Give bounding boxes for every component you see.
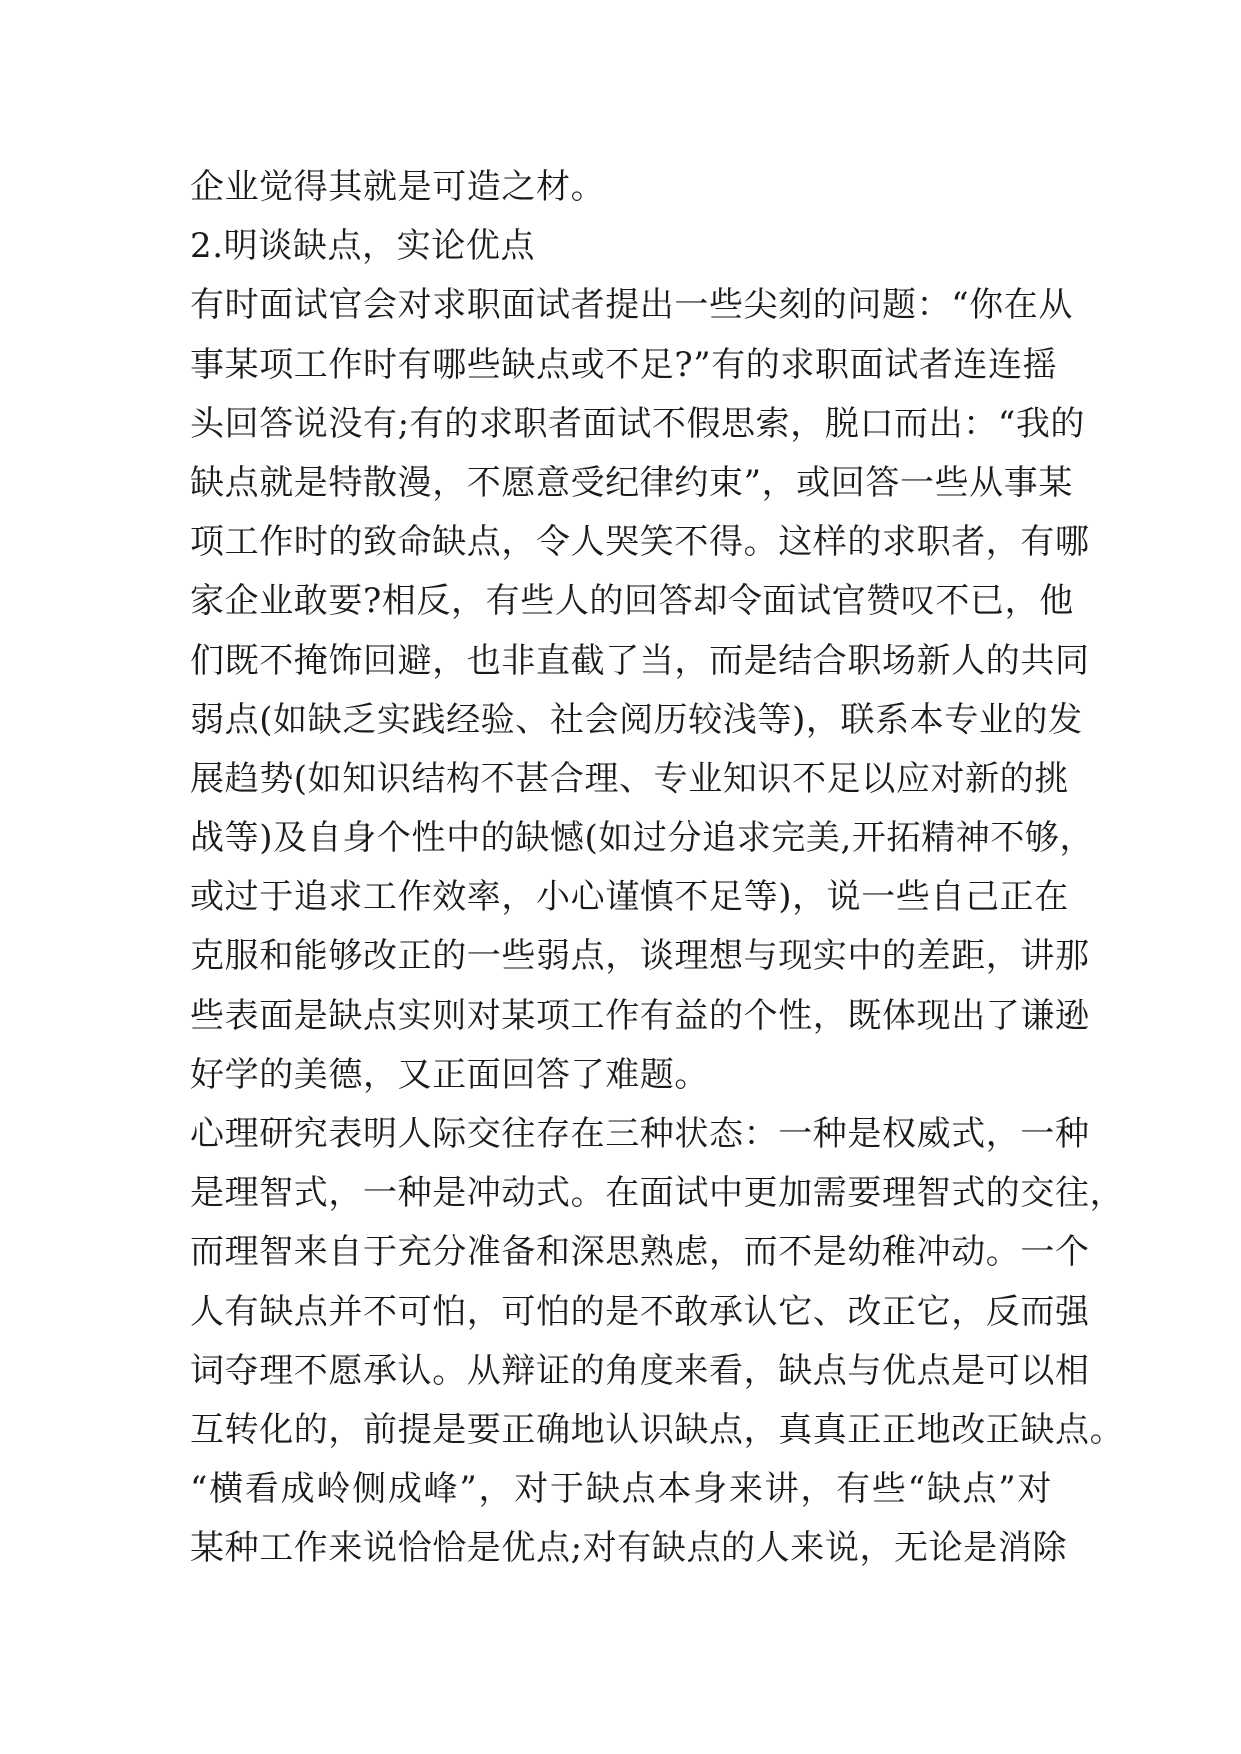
document-body <box>190 158 1125 1579</box>
paragraph-line: 互转化的，前提是要正确地认识缺点，真真正正地改正缺点。 <box>190 1409 1125 1450</box>
paragraph-line: 或过于追求工作效率，小心谨慎不足等)，说一些自己正在 <box>190 877 1069 918</box>
paragraph-line: 们既不掩饰回避，也非直截了当，而是结合职场新人的共同 <box>190 640 1090 681</box>
paragraph-line: 战等)及自身个性中的缺憾(如过分追求完美,开拓精神不够， <box>190 818 1095 859</box>
paragraph-line: 是理智式，一种是冲动式。在面试中更加需要理智式的交往， <box>190 1173 1125 1214</box>
paragraph-line: 心理研究表明人际交往存在三种状态：一种是权威式，一种 <box>190 1114 1090 1154</box>
paragraph-line: 些表面是缺点实则对某项工作有益的个性，既体现出了谦逊 <box>190 995 1090 1036</box>
paragraph-line: “横看成岭侧成峰”，对于缺点本身来讲，有些“缺点”对 <box>190 1469 1052 1510</box>
paragraph-line: 克服和能够改正的一些弱点，谈理想与现实中的差距，讲那 <box>190 936 1090 977</box>
paragraph-line: 缺点就是特散漫，不愿意受纪律约束”，或回答一些从事某 <box>190 462 1073 503</box>
paragraph-line: 事某项工作时有哪些缺点或不足?”有的求职面试者连连摇 <box>190 344 1058 385</box>
paragraph-line: 企业觉得其就是可造之材。 <box>190 167 606 207</box>
paragraph-line: 某种工作来说恰恰是优点;对有缺点的人来说，无论是消除 <box>190 1528 1068 1569</box>
paragraph-line: 有时面试官会对求职面试者提出一些尖刻的问题：“你在从 <box>190 285 1073 326</box>
paragraph-line: 人有缺点并不可怕，可怕的是不敢承认它、改正它，反而强 <box>190 1291 1090 1332</box>
paragraph-line: 好学的美德，又正面回答了难题。 <box>190 1054 709 1095</box>
paragraph-line: 而理智来自于充分准备和深思熟虑，而不是幼稚冲动。一个 <box>190 1232 1090 1273</box>
paragraph-line: 项工作时的致命缺点，令人哭笑不得。这样的求职者，有哪 <box>190 522 1090 563</box>
paragraph-line: 弱点(如缺乏实践经验、社会阅历较浅等)，联系本专业的发 <box>190 699 1083 740</box>
paragraph-line: 展趋势(如知识结构不甚合理、专业知识不足以应对新的挑 <box>190 758 1069 799</box>
section-heading: 2.明谈缺点，实论优点 <box>190 226 536 267</box>
paragraph-line: 词夺理不愿承认。从辩证的角度来看，缺点与优点是可以相 <box>190 1350 1090 1391</box>
paragraph-line: 头回答说没有;有的求职者面试不假思索，脱口而出：“我的 <box>190 403 1086 444</box>
paragraph-line: 家企业敢要?相反，有些人的回答却令面试官赞叹不已，他 <box>190 581 1074 622</box>
